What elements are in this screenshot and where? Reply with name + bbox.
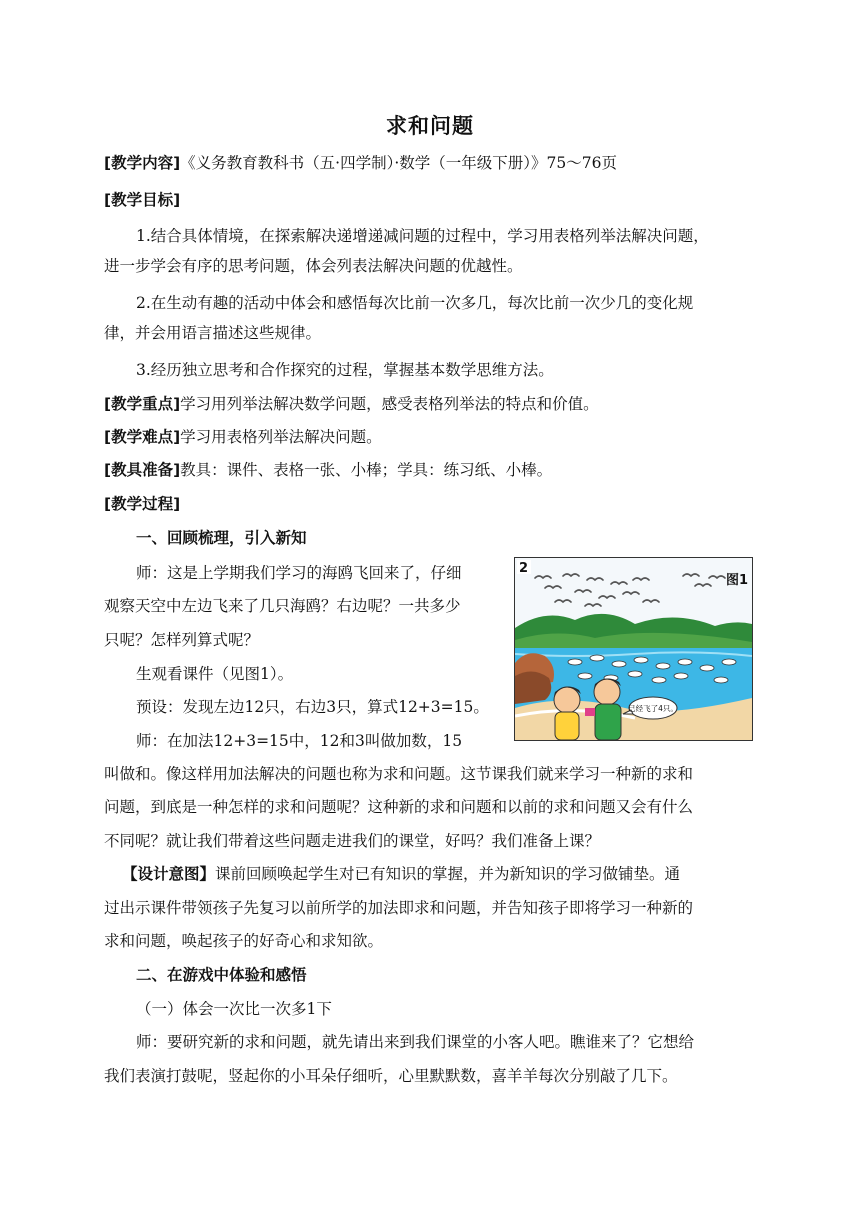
para-1-line-1: 师：这是上学期我们学习的海鸥飞回来了，仔细 <box>136 564 462 582</box>
goal-2-line-1: 2.在生动有趣的活动中体会和感悟每次比前一次多几，每次比前一次少几的变化规 <box>136 294 694 312</box>
goal-1-line-1: 1.结合具体情境，在探索解决递增递减问题的过程中，学习用表格列举法解决问题， <box>136 227 709 245</box>
seagull-scene <box>515 558 752 740</box>
key-point-line <box>104 394 599 414</box>
intent-text-1: 课前回顾唤起学生对已有知识的掌握，并为新知识的学习做铺垫。通 <box>215 865 681 883</box>
para-4-line-4: 不同呢？就让我们带着这些问题走进我们的课堂，好吗？我们准备上课？ <box>104 832 601 850</box>
para-1-line-2: 观察天空中左边飞来了几只海鸥？右边呢？一共多少 <box>104 597 461 615</box>
prep-label: [教具准备] <box>104 461 181 479</box>
page-title: 求和问题 <box>386 114 474 138</box>
intent-line-3: 求和问题，唤起孩子的好奇心和求知欲。 <box>104 932 384 950</box>
section-1-heading: 一、回顾梳理，引入新知 <box>136 529 307 547</box>
goals-label: [教学目标] <box>104 191 181 209</box>
goal-3: 3.经历独立思考和合作探究的过程，掌握基本数学思维方法。 <box>136 361 554 379</box>
para-4-line-2: 叫做和。像这样用加法解决的问题也称为求和问题。这节课我们就来学习一种新的求和 <box>104 765 694 783</box>
para-2: 生观看课件（见图1）。 <box>136 665 294 683</box>
prep-text: 教具：课件、表格一张、小棒；学具：练习纸、小棒。 <box>180 461 553 479</box>
figure-page-number: 2 <box>519 561 529 576</box>
intent-line-1 <box>122 864 680 884</box>
content-line <box>104 153 617 173</box>
difficulty-line <box>104 427 382 447</box>
figure-caption: 图1 <box>725 573 749 588</box>
content-text: 《义务教育教科书（五·四学制）·数学（一年级下册）》75～76页 <box>180 154 617 172</box>
figure-1-illustration <box>514 557 753 741</box>
speech-bubble-text: 已经飞了4只。 <box>628 704 678 713</box>
content-label: [教学内容] <box>104 154 181 172</box>
para-4-line-1: 师：在加法12+3=15中，12和3叫做加数，15 <box>136 732 463 750</box>
key-point-text: 学习用列举法解决数学问题，感受表格列举法的特点和价值。 <box>180 395 599 413</box>
prep-line <box>104 460 552 480</box>
section-2-heading: 二、在游戏中体验和感悟 <box>136 966 307 984</box>
key-point-label: [教学重点] <box>104 395 181 413</box>
process-label: [教学过程] <box>104 495 181 513</box>
para-1-line-3: 只呢？怎样列算式呢？ <box>104 631 260 649</box>
goal-1-line-2: 进一步学会有序的思考问题，体会列表法解决问题的优越性。 <box>104 257 523 275</box>
intent-label: 【设计意图】 <box>122 865 216 883</box>
para-5-line-1: 师：要研究新的求和问题，就先请出来到我们课堂的小客人吧。瞧谁来了？它想给 <box>136 1033 695 1051</box>
difficulty-label: [教学难点] <box>104 428 181 446</box>
para-3: 预设：发现左边12只，右边3只，算式12+3=15。 <box>136 698 489 716</box>
para-4-line-3: 问题，到底是一种怎样的求和问题呢？这种新的求和问题和以前的求和问题又会有什么 <box>104 798 694 816</box>
difficulty-text: 学习用表格列举法解决问题。 <box>180 428 382 446</box>
intent-line-2: 过出示课件带领孩子先复习以前所学的加法即求和问题，并告知孩子即将学习一种新的 <box>104 899 694 917</box>
para-5-line-2: 我们表演打鼓呢，竖起你的小耳朵仔细听，心里默默数，喜羊羊每次分别敲了几下。 <box>104 1067 678 1085</box>
goal-2-line-2: 律，并会用语言描述这些规律。 <box>104 324 322 342</box>
subsection-1-heading: （一）体会一次比一次多1下 <box>136 1000 332 1018</box>
